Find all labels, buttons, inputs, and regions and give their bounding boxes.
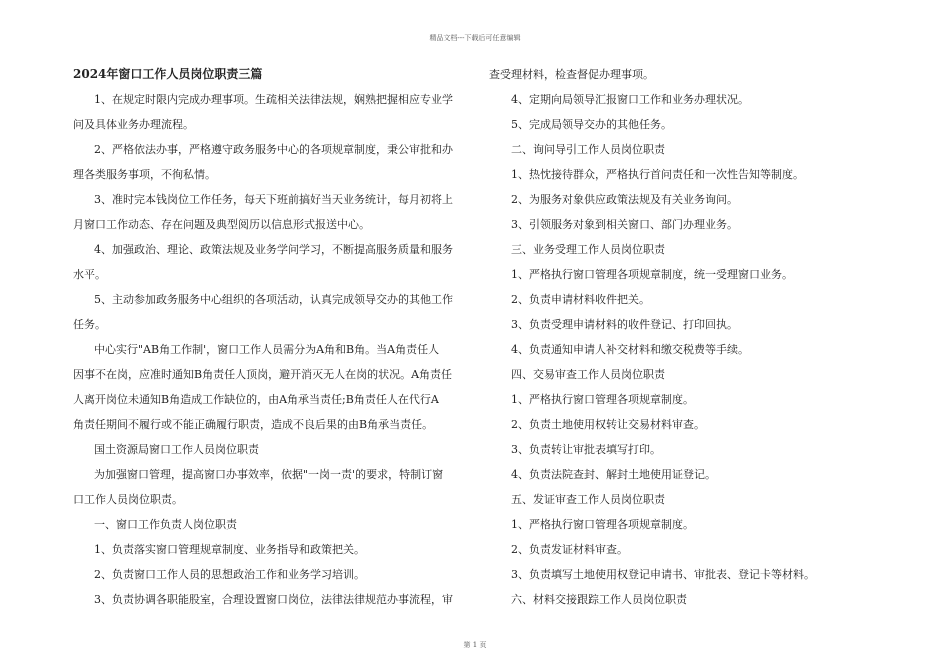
left-column [73, 62, 461, 612]
paragraph-line: 3、准时完本钱岗位工作任务，每天下班前搞好当天业务统计，每月初将上 [94, 193, 453, 206]
paragraph-line: 国土资源局窗口工作人员岗位职责 [94, 443, 259, 456]
paragraph-line: 4、定期向局领导汇报窗口工作和业务办理状况。 [511, 93, 749, 106]
page-number: 第 1 页 [463, 641, 487, 649]
paragraph-line: 人离开岗位未通知B角造成工作缺位的，由A角承当责任;B角责任人在代行A [73, 393, 439, 406]
paragraph-line: 理各类服务事项，不徇私情。 [73, 168, 216, 181]
paragraph-line: 1、严格执行窗口管理各项规章制度。 [511, 393, 694, 406]
paragraph-line: 2、负责土地使用权转让交易材料审查。 [511, 418, 705, 431]
paragraph-line: 月窗口工作动态、存在问题及典型阅历以信息形式报送中心。 [73, 218, 370, 231]
paragraph-line: 三、业务受理工作人员岗位职责 [511, 243, 665, 256]
right-column [489, 62, 889, 612]
paragraph-line: 中心实行"AB角工作制'，窗口工作人员需分为A角和B角。当A角责任人 [94, 343, 440, 356]
paragraph-line: 水平。 [73, 268, 106, 281]
paragraph-line: 因事不在岗，应准时通知B角责任人顶岗，避开消灭无人在岗的状况。A角责任 [73, 368, 453, 381]
paragraph-line: 4、加强政治、理论、政策法规及业务学问学习，不断提高服务质量和服务 [94, 243, 453, 256]
paragraph-line: 四、交易审查工作人员岗位职责 [511, 368, 665, 381]
paragraph-line: 查受理材料，检查督促办理事项。 [489, 68, 654, 81]
paragraph-line: 1、负责落实窗口管理规章制度、业务指导和政策把关。 [94, 543, 365, 556]
paragraph-line: 5、主动参加政务服务中心组织的各项活动，认真完成领导交办的其他工作 [94, 293, 453, 306]
paragraph-line: 2、严格依法办事，严格遵守政务服务中心的各项规章制度，秉公审批和办 [94, 143, 453, 156]
paragraph-line: 二、询问导引工作人员岗位职责 [511, 143, 665, 156]
paragraph-line: 1、严格执行窗口管理各项规章制度，统一受理窗口业务。 [511, 268, 793, 281]
paragraph-line: 1、热忱接待群众，严格执行首问责任和一次性告知等制度。 [511, 168, 804, 181]
header-note: 精品文档---下载后可任意编辑 [429, 34, 521, 42]
paragraph-line: 4、负责通知申请人补交材料和缴交税费等手续。 [511, 343, 749, 356]
paragraph-line: 一、窗口工作负责人岗位职责 [94, 518, 237, 531]
paragraph-line: 为加强窗口管理，提高窗口办事效率，依据"一岗一责'的要求，特制订窗 [94, 468, 444, 481]
paragraph-line: 角责任期间不履行或不能正确履行职责，造成不良后果的由B角承当责任。 [73, 418, 434, 431]
paragraph-line: 1、在规定时限内完成办理事项。生疏相关法律法规，娴熟把握相应专业学 [94, 93, 453, 106]
document-title: 2024年窗口工作人员岗位职责三篇 [73, 67, 263, 81]
paragraph-line: 3、负责填写土地使用权登记申请书、审批表、登记卡等材料。 [511, 568, 815, 581]
paragraph-line: 3、负责受理申请材料的收件登记、打印回执。 [511, 318, 738, 331]
paragraph-line: 3、引领服务对象到相关窗口、部门办理业务。 [511, 218, 738, 231]
paragraph-line: 3、负责转让审批表填写打印。 [511, 443, 661, 456]
paragraph-line: 六、材料交接跟踪工作人员岗位职责 [511, 593, 687, 606]
paragraph-line: 问及具体业务办理流程。 [73, 118, 194, 131]
paragraph-line: 2、负责发证材料审查。 [511, 543, 628, 556]
paragraph-line: 任务。 [73, 318, 106, 331]
paragraph-line: 2、负责申请材料收件把关。 [511, 293, 650, 306]
paragraph-line: 3、负责协调各职能股室，合理设置窗口岗位，法律法律规范办事流程，审 [94, 593, 453, 606]
paragraph-line: 1、严格执行窗口管理各项规章制度。 [511, 518, 694, 531]
paragraph-line: 五、发证审查工作人员岗位职责 [511, 493, 665, 506]
paragraph-line: 口工作人员岗位职责。 [73, 493, 183, 506]
paragraph-line: 2、为服务对象供应政策法规及有关业务询问。 [511, 193, 738, 206]
paragraph-line: 5、完成局领导交办的其他任务。 [511, 118, 672, 131]
paragraph-line: 2、负责窗口工作人员的思想政治工作和业务学习培训。 [94, 568, 365, 581]
paragraph-line: 4、负责法院查封、解封土地使用证登记。 [511, 468, 716, 481]
